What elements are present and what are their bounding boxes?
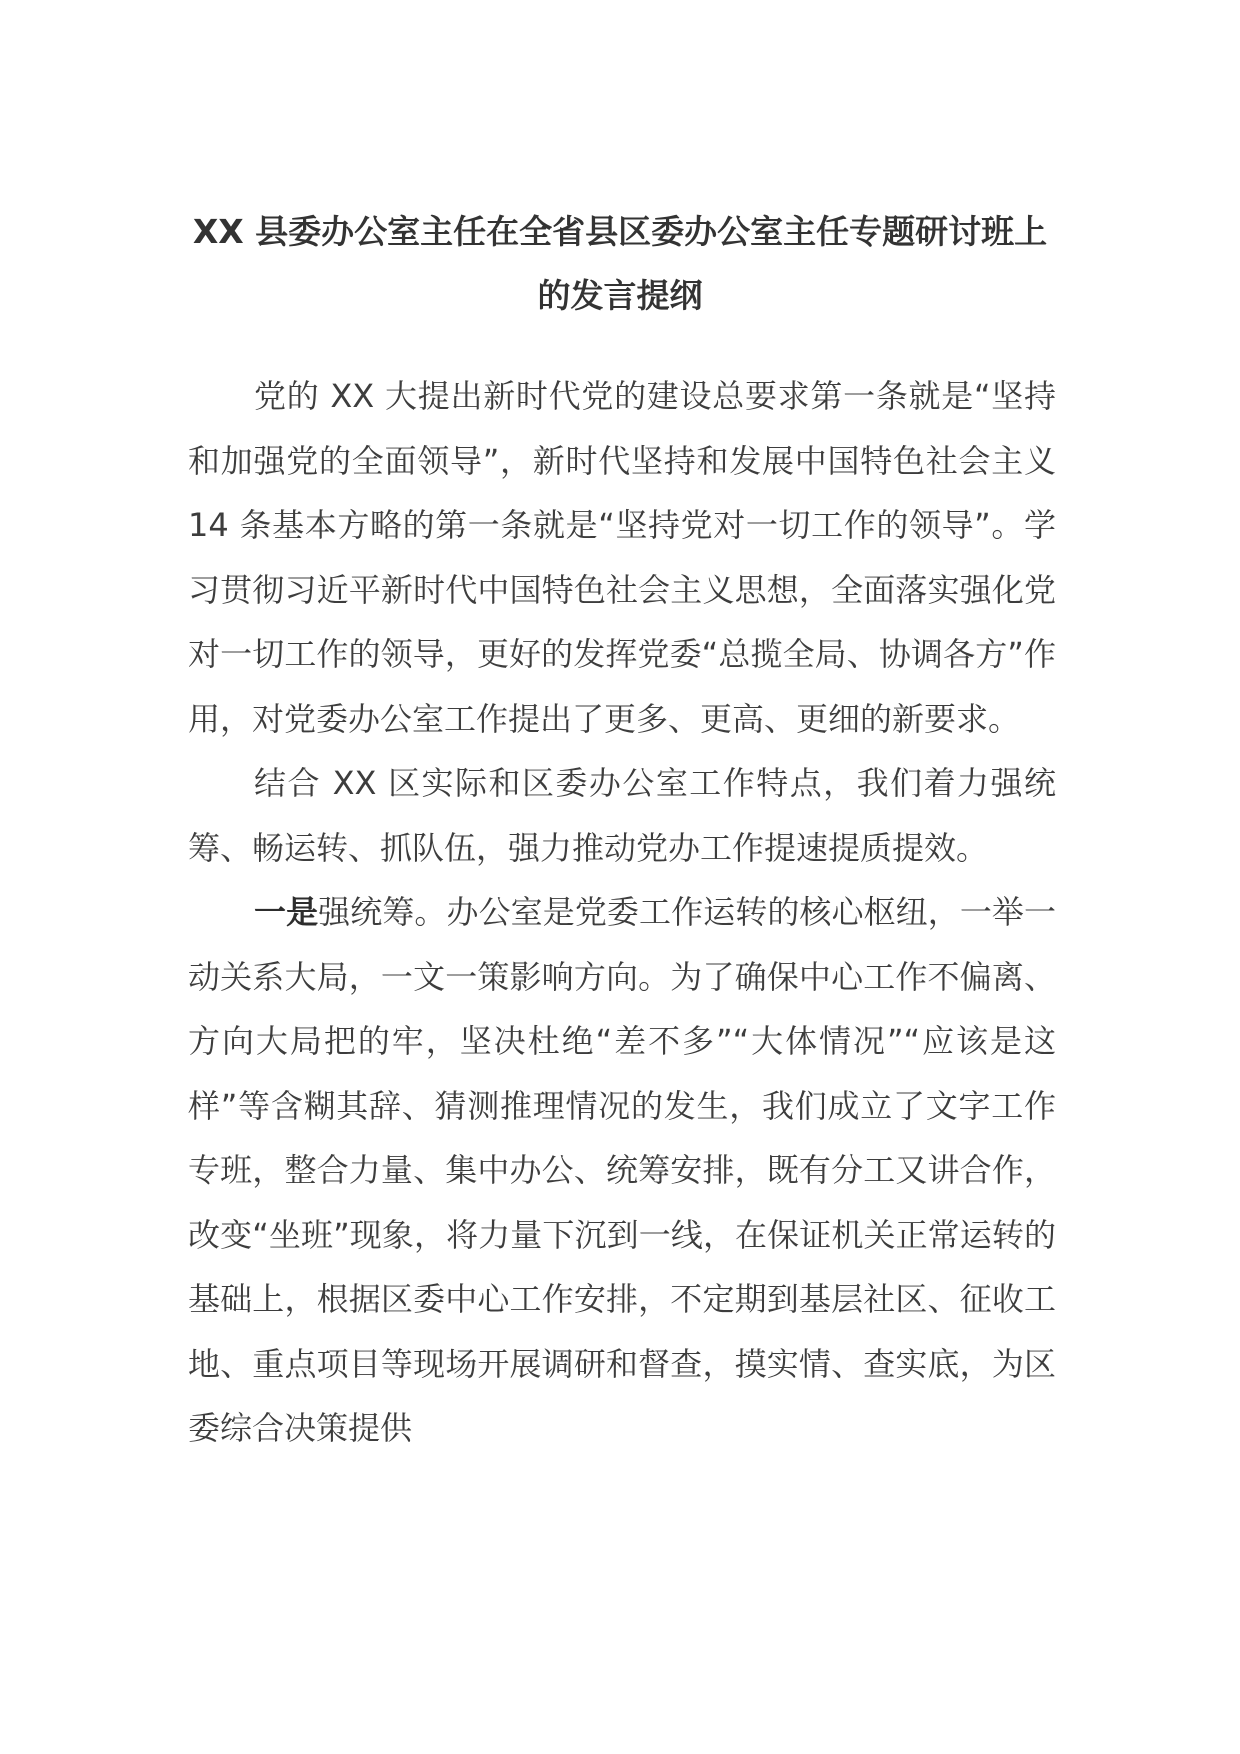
paragraph-lead: 一是: [254, 893, 319, 931]
paragraph-text: 党的 XX 大提出新时代党的建设总要求第一条就是“坚持和加强党的全面领导”，新时代坚持和发展中国特色社会主义 14 条基本方略的第一条就是“坚持党对一切工作的领导”。学习贯彻习近平新时代中国特色社会主义思想，全面落实强化党对一切工作的领导，更好的发挥党委“总揽全局、协调各方”作用，对党委办公室工作提出了更多、更高、更细的新要求。: [188, 377, 1056, 738]
document-body: [188, 364, 1056, 1461]
paragraph-overview: [188, 751, 1056, 880]
paragraph-text: 结合 XX 区实际和区委办公室工作特点，我们着力强统筹、畅运转、抓队伍，强力推动党办工作提速提质提效。: [188, 764, 1056, 867]
paragraph-point-one: [188, 880, 1056, 1461]
paragraph-intro: [188, 364, 1056, 751]
title-line-1: XX 县委办公室主任在全省县区委办公室主任专题研讨班上: [192, 212, 1048, 251]
paragraph-text: 强统筹。办公室是党委工作运转的核心枢纽，一举一动关系大局，一文一策影响方向。为了确保中心工作不偏离、方向大局把的牢，坚决杜绝“差不多”“大体情况”“应该是这样”等含糊其辞、猜测推理情况的发生，我们成立了文字工作专班，整合力量、集中办公、统筹安排，既有分工又讲合作，改变“坐班”现象，将力量下沉到一线，在保证机关正常运转的基础上，根据区委中心工作安排，不定期到基层社区、征收工地、重点项目等现场开展调研和督查，摸实情、查实底，为区委综合决策提供: [188, 893, 1056, 1447]
document-title: [185, 200, 1055, 328]
title-line-2: 的发言提纲: [537, 276, 703, 315]
